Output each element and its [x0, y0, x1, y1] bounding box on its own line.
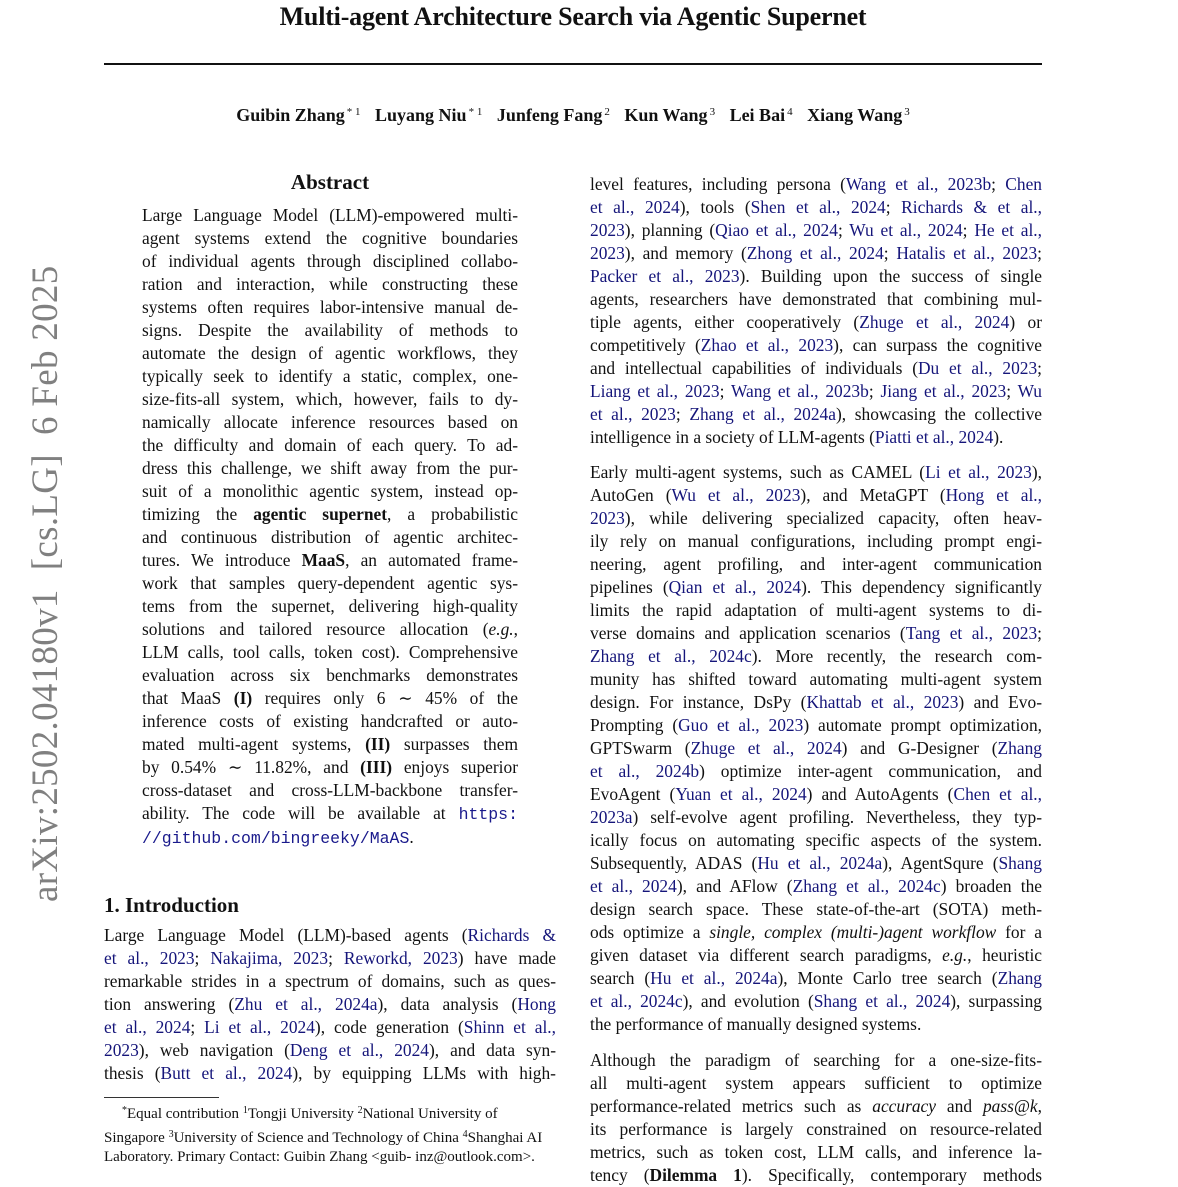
- citation-link[interactable]: Du et al., 2023: [918, 358, 1038, 378]
- citation-link[interactable]: et al., 2024: [590, 197, 680, 217]
- abstract-line: size-fits-all system, which, however, fails to dy-: [142, 389, 518, 409]
- emphasis-maas: MaaS: [301, 550, 346, 570]
- citation-link[interactable]: Wang et al., 2023b: [730, 381, 869, 401]
- abstract-line: LLM calls, tool calls, token cost). Comprehensive: [142, 642, 518, 662]
- abstract-line: the difficulty and domain of each query. To ad-: [142, 435, 518, 455]
- citation-link[interactable]: Wu et al., 2024: [849, 220, 963, 240]
- citation-link[interactable]: Liang et al., 2023: [590, 381, 720, 401]
- citation-link[interactable]: Shang et al., 2024: [813, 991, 951, 1011]
- author: Xiang Wang $^3$: [807, 105, 910, 125]
- author: Guibin Zhang $^{* 1}$: [236, 105, 361, 125]
- citation-link[interactable]: 2023: [590, 508, 625, 528]
- abstract-line: automate the design of agentic workflows, they: [142, 343, 518, 363]
- citation-link[interactable]: Qian et al., 2024: [668, 577, 802, 597]
- citation-link[interactable]: Chen: [1005, 174, 1042, 194]
- abstract-line: and continuous distribution of agentic architec-: [142, 527, 518, 547]
- intro-paragraph-3: Although the paradigm of searching for a one-size-fits- all multi-agent system appears sufficient to optimize performance-related metrics such as accuracy and pass@k, its performance is largely constrained on resource-related metrics, such as token cost, LLM calls, and inference la- tency (Dilemma 1). Specifically, contemporary methods: [590, 1050, 1042, 1185]
- code-link[interactable]: //github.com/bingreeky/MaAS: [142, 829, 410, 848]
- citation-link[interactable]: et al., 2023: [590, 404, 676, 424]
- intro-paragraph-2: Early multi-agent systems, such as CAMEL (Li et al., 2023), AutoGen (Wu et al., 2023), and MetaGPT (Hong et al., 2023), while delivering specialized capacity, often heav- ily rely on manual configurations, including prompt engi- neering, agent profiling, and inter-agent communication pipelines (Qian et al., 2024). This dependency significantly limits the rapid adaptation of multi-agent systems to di- verse domains and application scenarios (Tang et al., 2023; Zhang et al., 2024c). More recently, the research com- munity has shifted toward automating multi-agent system design. For instance, DsPy (Khattab et al., 2023) and Evo- Prompting (Guo et al., 2023) automate prompt optimization, GPTSwarm (Zhuge et al., 2024) and G-Designer (Zhang et al., 2024b) optimize inter-agent communication, and EvoAgent (Yuan et al., 2024) and AutoAgents (Chen et al., 2023a) self-evolve agent profiling. Nevertheless, they typ- ically focus on automating specific aspects of the system. Subsequently, ADAS (Hu et al., 2024a), AgentSqure (Shang et al., 2024), and AFlow (Zhang et al., 2024c) broaden the design search space. These state-of-the-art (SOTA) meth- ods optimize a single, complex (multi-)agent workflow for a given dataset via different search paradigms, e.g., heuristic search (Hu et al., 2024a), Monte Carlo tree search (Zhang et al., 2024c), and evolution (Shang et al., 2024), surpassing the performance of manually designed systems.: [590, 462, 1043, 1034]
- citation-link[interactable]: et al., 2024: [590, 876, 677, 896]
- abstract-line: dress this challenge, we shift away from the pur-: [142, 458, 518, 478]
- citation-link[interactable]: Zhang et al., 2024a: [689, 404, 836, 424]
- abstract-line: of individual agents through disciplined collabo-: [142, 251, 518, 271]
- section-heading-introduction: 1. Introduction: [104, 893, 239, 917]
- citation-link[interactable]: Li et al., 2024: [204, 1017, 315, 1037]
- citation-link[interactable]: 2023: [104, 1040, 139, 1060]
- abstract-line: ability. The code will be available at https:: [142, 803, 518, 824]
- abstract-line: by 0.54% ∼ 11.82%, and (III) enjoys superior: [142, 757, 518, 777]
- citation-link[interactable]: 2023a: [590, 807, 633, 827]
- abstract-line: Large Language Model (LLM)-empowered multi-: [142, 205, 518, 225]
- abstract-line: //github.com/bingreeky/MaAS.: [142, 827, 414, 848]
- citation-link[interactable]: Zhuge et al., 2024: [690, 738, 842, 758]
- citation-link[interactable]: Deng et al., 2024: [289, 1040, 429, 1060]
- abstract-line: mated multi-agent systems, (II) surpasses them: [142, 734, 518, 754]
- intro-paragraph-1: Large Language Model (LLM)-based agents (Richards & et al., 2023; Nakajima, 2023; Reworkd, 2023) have made remarkable strides in a spectrum of domains, such as ques- tion answering (Zhu et al., 2024a), data analysis (Hong et al., 2024; Li et al., 2024), code generation (Shinn et al., 2023), web navigation (Deng et al., 2024), and data syn- thesis (Butt et al., 2024), by equipping LLMs with high-: [104, 925, 557, 1083]
- abstract-line: that MaaS (I) requires only 6 ∼ 45% of the: [142, 688, 518, 708]
- abstract-line: work that samples query-dependent agentic sys-: [142, 573, 518, 593]
- author: Junfeng Fang $^2$: [496, 105, 610, 125]
- abstract-line: tems from the supernet, delivering high-quality: [142, 596, 518, 616]
- citation-link[interactable]: Wu: [1017, 381, 1042, 401]
- abstract-line: inference costs of existing handcrafted or auto-: [142, 711, 518, 731]
- abstract-line: agent systems extend the cognitive boundaries: [142, 228, 518, 248]
- citation-link[interactable]: Richards & et al.,: [901, 197, 1043, 217]
- citation-link[interactable]: Zhu et al., 2024a: [234, 994, 378, 1014]
- citation-link[interactable]: Shen et al., 2024: [750, 197, 886, 217]
- abstract-line: typically seek to identify a static, complex, one-: [142, 366, 518, 386]
- abstract-heading: Abstract: [290, 170, 370, 194]
- citation-link[interactable]: Zhao et al., 2023: [700, 335, 834, 355]
- citation-link[interactable]: Hatalis et al., 2023: [896, 243, 1038, 263]
- citation-link[interactable]: Hu et al., 2024a: [650, 968, 778, 988]
- citation-link[interactable]: et al., 2023: [104, 948, 195, 968]
- code-link[interactable]: https:: [458, 805, 518, 824]
- author: Lei Bai $^4$: [729, 105, 793, 125]
- citation-link[interactable]: Wang et al., 2023b: [845, 174, 992, 194]
- citation-link[interactable]: Hong et al.,: [945, 485, 1042, 505]
- abstract-line: signs. Despite the availability of methods to: [142, 320, 518, 340]
- citation-link[interactable]: Guo et al., 2023: [678, 715, 804, 735]
- citation-link[interactable]: Zhang et al., 2024c: [590, 646, 752, 666]
- citation-link[interactable]: He et al.,: [974, 220, 1042, 240]
- citation-link[interactable]: Qiao et al., 2024: [715, 220, 838, 240]
- citation-link[interactable]: Nakajima, 2023: [210, 948, 329, 968]
- abstract-line: namically allocate inference resources based on: [142, 412, 518, 432]
- citation-link[interactable]: Reworkd, 2023: [343, 948, 458, 968]
- citation-link[interactable]: et al., 2024: [104, 1017, 191, 1037]
- citation-link[interactable]: Shinn et al.,: [463, 1017, 556, 1037]
- citation-link[interactable]: Li et al., 2023: [925, 462, 1032, 482]
- citation-link[interactable]: Shang: [998, 853, 1042, 873]
- abstract-line: cross-dataset and cross-LLM-backbone transfer-: [142, 780, 518, 800]
- abstract-line: solutions and tailored resource allocation (e.g.,: [142, 619, 518, 639]
- citation-link[interactable]: Butt et al., 2024: [160, 1063, 293, 1083]
- intro-paragraph-1-cont: level features, including persona (Wang et al., 2023b; Chen et al., 2024), tools (Shen et al., 2024; Richards & et al., 2023), planning (Qiao et al., 2024; Wu et al., 2024; He et al., 2023), and memory (Zhong et al., 2024; Hatalis et al., 2023; Packer et al., 2023). Building upon the success of single agents, researchers have demonstrated that combining mul- tiple agents, either cooperatively (Zhuge et al., 2024) or competitively (Zhao et al., 2023), can surpass the cognitive and intellectual capabilities of individuals (Du et al., 2023; Liang et al., 2023; Wang et al., 2023b; Jiang et al., 2023; Wu et al., 2023; Zhang et al., 2024a), showcasing the collective intelligence in a society of LLM-agents (Piatti et al., 2024).: [590, 174, 1043, 447]
- contact-email: inz@outlook.com>.: [415, 1149, 535, 1165]
- author: Luyang Niu $^{* 1}$: [375, 105, 483, 125]
- citation-link[interactable]: Piatti et al., 2024: [874, 427, 994, 447]
- title-rule: [104, 63, 1042, 65]
- citation-link[interactable]: Richards &: [467, 925, 556, 945]
- abstract-line: suit of a monolithic agentic system, instead op-: [142, 481, 518, 501]
- citation-link[interactable]: Zhang: [997, 738, 1042, 758]
- citation-link[interactable]: Hong: [517, 994, 556, 1014]
- citation-link[interactable]: Tang et al., 2023: [905, 623, 1038, 643]
- citation-link[interactable]: Jiang et al., 2023: [880, 381, 1007, 401]
- citation-link[interactable]: Zhang: [997, 968, 1043, 988]
- citation-link[interactable]: Chen et al.,: [953, 784, 1042, 804]
- citation-link[interactable]: 2023: [590, 220, 625, 240]
- citation-link[interactable]: Hu et al., 2024a: [757, 853, 883, 873]
- citation-link[interactable]: et al., 2024b: [590, 761, 700, 781]
- author-list: [0, 105, 1146, 126]
- citation-link[interactable]: Zhang et al., 2024c: [792, 876, 941, 896]
- arxiv-stamp: arXiv:2502.04180v1 [cs.LG] 6 Feb 2025: [25, 265, 66, 902]
- citation-link[interactable]: et al., 2024c: [590, 991, 683, 1011]
- citation-link[interactable]: Zhuge et al., 2024: [859, 312, 1010, 332]
- citation-link[interactable]: 2023: [590, 243, 625, 263]
- abstract-line: timizing the agentic supernet, a probabilistic: [142, 504, 519, 524]
- abstract-line: evaluation across six benchmarks demonstrates: [142, 665, 518, 685]
- citation-link[interactable]: Packer et al., 2023: [590, 266, 740, 286]
- citation-link[interactable]: Zhong et al., 2024: [746, 243, 884, 263]
- citation-link[interactable]: Khattab et al., 2023: [806, 692, 959, 712]
- author: Kun Wang $^3$: [624, 105, 716, 125]
- emphasis-agentic-supernet: agentic supernet: [253, 504, 388, 524]
- footnote-rule: [104, 1097, 219, 1098]
- footnote-affiliations: *Equal contribution $^1$Tongji University $^2$National University of Singapore $^3$University of Science and Technology of China $^4$Shanghai AI Laboratory. Primary Contact: Guibin Zhang <guib- inz@outlook.com>.: [104, 1105, 543, 1165]
- abstract-line: systems often requires labor-intensive manual de-: [142, 297, 518, 317]
- citation-link[interactable]: Wu et al., 2023: [671, 485, 801, 505]
- abstract-line: tures. We introduce MaaS, an automated frame-: [142, 550, 519, 570]
- citation-link[interactable]: Yuan et al., 2024: [675, 784, 807, 804]
- abstract-line: ration and interaction, while constructing these: [142, 274, 518, 294]
- abstract-body: [142, 204, 518, 850]
- paper-title: Multi-agent Architecture Search via Agentic Supernet: [279, 2, 867, 31]
